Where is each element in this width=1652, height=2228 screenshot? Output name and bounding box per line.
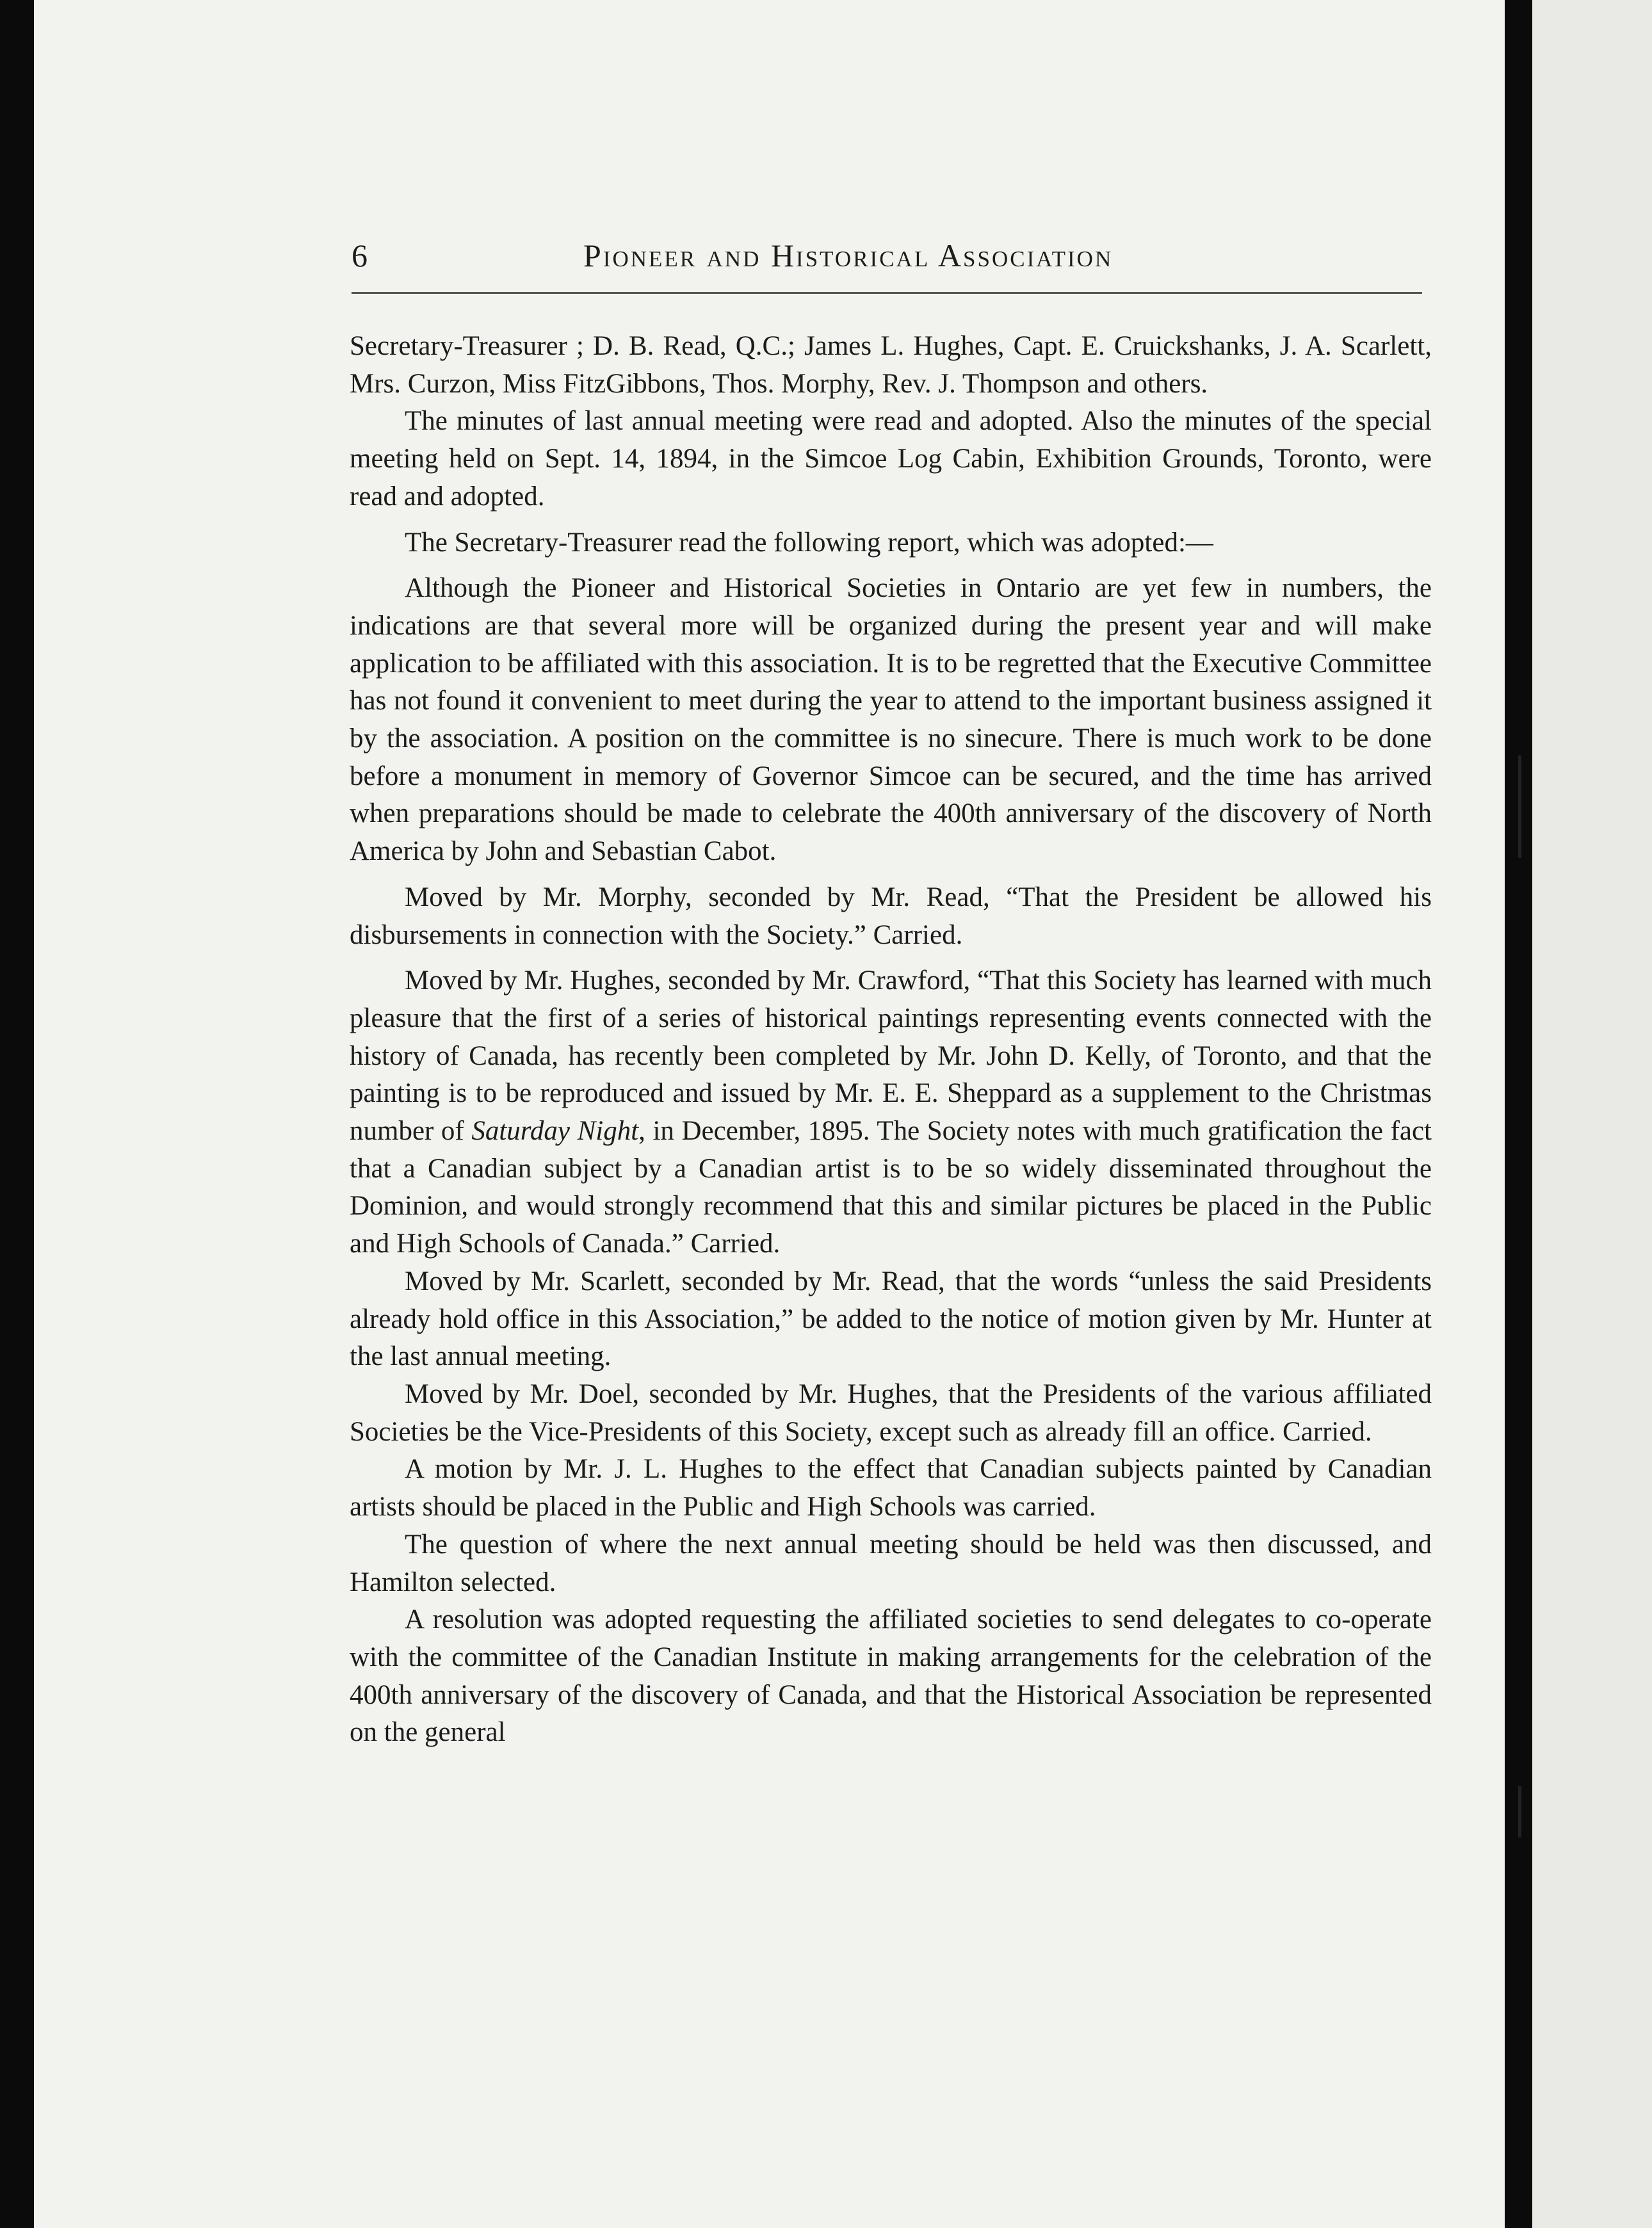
gutter-shadow	[1518, 1786, 1521, 1837]
paragraph-minutes: The minutes of last annual meeting were read and adopted. Also the minutes of the special meeting held on Sept. 14, 1894, in the Simcoe Log Cabin, Exhibition Grounds, Toronto, were read and adopted.	[350, 406, 1432, 512]
header-rule	[352, 292, 1422, 294]
book-page	[34, 0, 1505, 2228]
paragraph-attendees: Secretary-Treasurer ; D. B. Read, Q.C.; James L. Hughes, Capt. E. Cruickshanks, J. A. Scarlett, Mrs. Curzon, Miss FitzGibbons, Thos. Morphy, Rev. J. Thompson and others.	[350, 331, 1432, 399]
motion-hughes-text-after: , in December, 1895. The Society notes with much gratification the fact that a Canadian subject by a Canadian artist is to be so widely disseminated throughout the Dominion, and would strongly recommend that this and similar pictures be placed in the Public and High Schools of Canada.” Carried.	[350, 1116, 1432, 1259]
paragraph-resolution: A resolution was adopted requesting the affiliated societies to send delegates to co-operate with the committee of the Canadian Institute in making arrangements for the celebration of the 400th anniversary of the discovery of Canada, and that the Historical Association be represented on the general	[350, 1604, 1432, 1748]
paragraph-motion-scarlett: Moved by Mr. Scarlett, seconded by Mr. Read, that the words “unless the said Presidents already hold office in this Association,” be added to the notice of motion given by Mr. Hunter at the last annual meeting.	[350, 1266, 1432, 1372]
gutter-shadow	[1518, 755, 1521, 858]
page-header	[352, 232, 1422, 296]
paragraph-motion-morphy: Moved by Mr. Morphy, seconded by Mr. Read, “That the President be allowed his disbursements in connection with the Society.” Carried.	[350, 882, 1432, 950]
running-title: Pioneer and Historical Association	[583, 238, 1113, 273]
paragraph-report: Although the Pioneer and Historical Societies in Ontario are yet few in numbers, the indications are that several more will be organized during the present year and will make application to be affiliated with this association. It is to be regretted that the Executive Committee has not found it convenient to meet during the year to attend to the important business assigned it by the association. A position on the committee is no sinecure. There is much work to be done before a monument in memory of Governor Simcoe can be secured, and the time has arrived when preparations should be made to celebrate the 400th anniversary of the discovery of North America by John and Sebastian Cabot.	[350, 573, 1432, 867]
paragraph-report-intro: The Secretary-Treasurer read the following report, which was adopted:—	[405, 527, 1213, 558]
page-number: 6	[352, 238, 368, 273]
facing-page-edge	[1532, 0, 1652, 2228]
newspaper-title: Saturday Night	[471, 1116, 639, 1147]
paragraph-motion-doel: Moved by Mr. Doel, seconded by Mr. Hughes, that the Presidents of the various affiliated Societies be the Vice-Presidents of this Society, except such as already fill an office. Carried.	[350, 1378, 1432, 1447]
paragraph-motion-hughes	[350, 962, 1432, 1263]
paragraph-next-meeting: The question of where the next annual meeting should be held was then discussed, and Hamilton selected.	[350, 1529, 1432, 1597]
paragraph-motion-jl-hughes: A motion by Mr. J. L. Hughes to the effect that Canadian subjects painted by Canadian artists should be placed in the Public and High Schools was carried.	[350, 1454, 1432, 1522]
body-text	[350, 328, 1432, 1752]
motion-hughes-text-before: Moved by Mr. Hughes, seconded by Mr. Crawford, “That this Society has learned with much pleasure that the first of a series of historical paintings representing events connected with the history of Canada, has recently been completed by Mr. John D. Kelly, of Toronto, and that the painting is to be reproduced and issued by Mr. E. E. Sheppard as a supplement to the Christmas number of	[350, 965, 1432, 1147]
